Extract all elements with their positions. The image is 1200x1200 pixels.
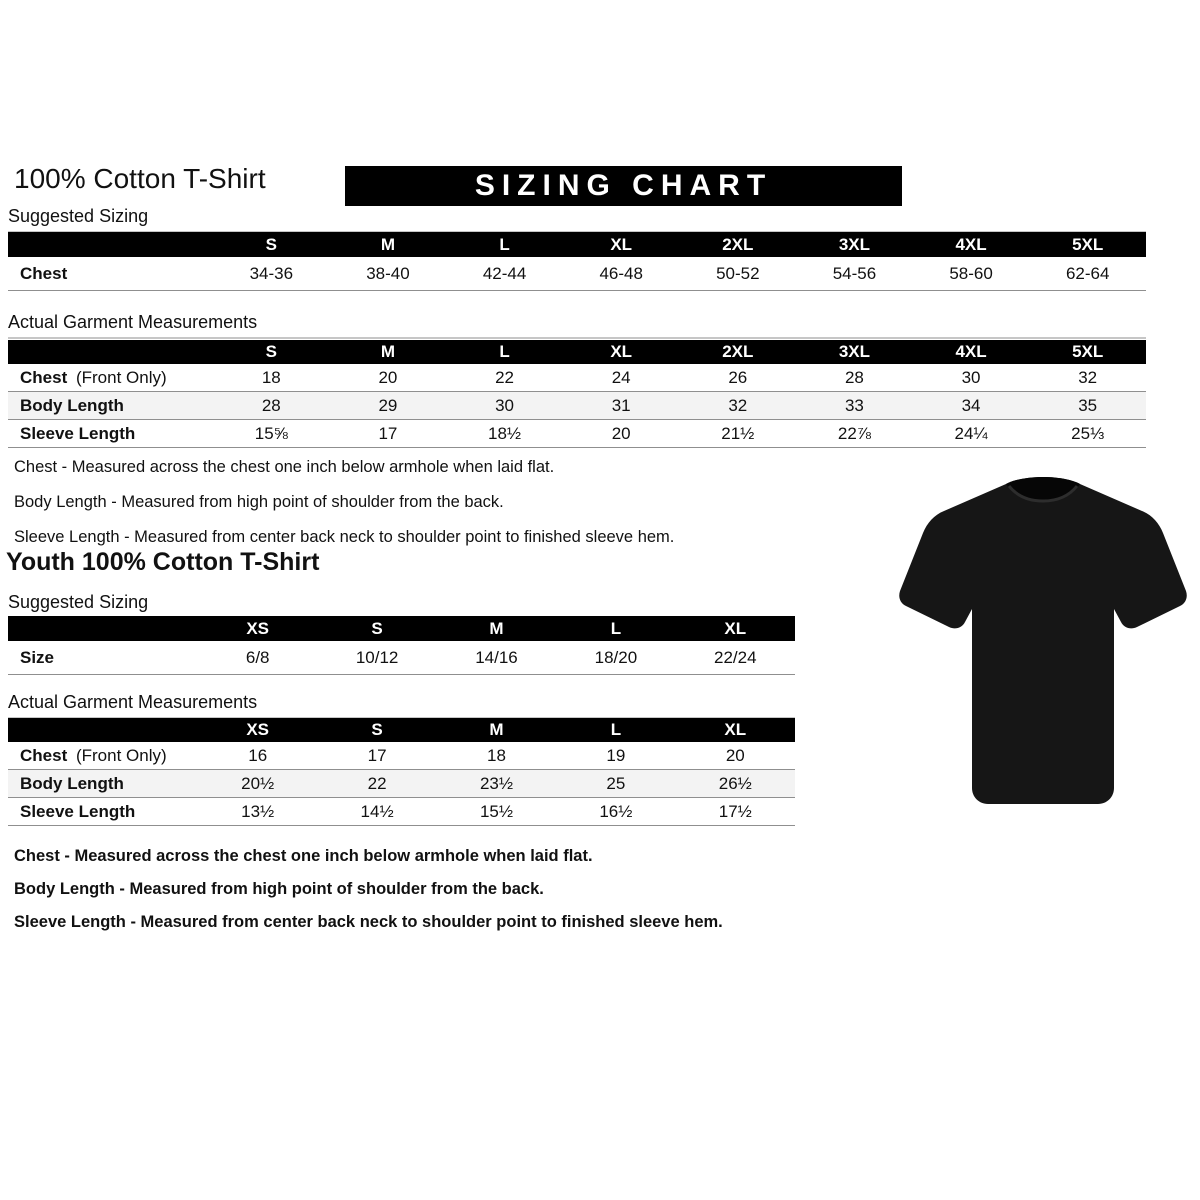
adult-measurement-notes bbox=[14, 450, 674, 555]
cell-value: 26½ bbox=[718, 773, 752, 793]
sizing-chart-banner-label: SIZING CHART bbox=[474, 169, 773, 202]
youth-title: Youth 100% Cotton T-Shirt bbox=[6, 548, 320, 576]
cell-value: 42-44 bbox=[482, 263, 527, 283]
table-row-body-length bbox=[8, 392, 1146, 420]
col-header-l: L bbox=[610, 720, 622, 739]
cell-value: 15⅝ bbox=[254, 423, 288, 443]
cell-value: 16½ bbox=[599, 801, 633, 821]
cell-value: 13½ bbox=[241, 801, 275, 821]
col-header-l: L bbox=[499, 342, 510, 361]
row-label-text: Chest bbox=[20, 745, 68, 765]
adult-title: 100% Cotton T-Shirt bbox=[14, 163, 266, 194]
row-label bbox=[8, 264, 213, 284]
cell-value: 54-56 bbox=[832, 263, 877, 283]
col-header-xl: XL bbox=[610, 342, 633, 361]
col-header-m: M bbox=[380, 234, 396, 254]
cell-value: 46-48 bbox=[599, 263, 643, 283]
table-row-size bbox=[8, 641, 795, 675]
cell-value: 22 bbox=[367, 773, 387, 793]
col-header-m: M bbox=[380, 342, 396, 361]
youth-suggested-heading: Suggested Sizing bbox=[8, 592, 795, 619]
col-header-xs: XS bbox=[246, 720, 270, 739]
cell-value: 29 bbox=[378, 395, 398, 415]
cell-value: 23½ bbox=[479, 773, 514, 793]
col-header-xl: XL bbox=[724, 618, 747, 638]
col-header-m: M bbox=[489, 618, 504, 638]
cell-value: 18½ bbox=[488, 423, 522, 443]
col-header-s: S bbox=[265, 342, 277, 361]
row-label-text: Size bbox=[20, 647, 55, 667]
cell-value: 17 bbox=[378, 423, 398, 443]
col-header-5xl: 5XL bbox=[1072, 234, 1104, 254]
col-header-m: M bbox=[489, 720, 504, 739]
col-header-3xl: 3XL bbox=[838, 342, 871, 361]
table-row-sleeve-length bbox=[8, 420, 1146, 448]
youth-actual-table bbox=[8, 718, 795, 826]
col-header-2xl: 2XL bbox=[722, 234, 754, 254]
table-row-chest bbox=[8, 742, 795, 770]
row-label bbox=[8, 368, 213, 388]
cell-value: 16 bbox=[248, 745, 268, 765]
cell-value: 20 bbox=[378, 367, 398, 387]
cell-value: 50-52 bbox=[716, 263, 760, 283]
cell-value: 28 bbox=[844, 367, 864, 387]
cell-value: 20 bbox=[611, 423, 631, 443]
youth-actual-heading: Actual Garment Measurements bbox=[8, 692, 795, 719]
cell-value: 26 bbox=[728, 367, 748, 387]
cell-value: 24 bbox=[611, 367, 631, 387]
cell-value: 17½ bbox=[718, 801, 752, 821]
youth-measurement-notes bbox=[14, 840, 723, 939]
row-label-text: Body Length bbox=[20, 773, 124, 793]
cell-value: 14/16 bbox=[475, 647, 518, 667]
adult-actual-header-row bbox=[8, 340, 1146, 364]
col-header-3xl: 3XL bbox=[838, 234, 871, 254]
col-header-4xl: 4XL bbox=[955, 234, 987, 254]
row-label-text: Body Length bbox=[20, 395, 124, 415]
row-label bbox=[8, 396, 213, 416]
col-header-s: S bbox=[371, 720, 383, 739]
cell-value: 31 bbox=[611, 395, 631, 415]
col-header-l: L bbox=[610, 618, 622, 638]
table-row-chest bbox=[8, 257, 1146, 291]
cell-value: 22 bbox=[495, 367, 515, 387]
row-label bbox=[8, 802, 198, 822]
row-label-text: Sleeve Length bbox=[20, 423, 136, 443]
sizing-chart-banner bbox=[345, 166, 902, 206]
col-header-l: L bbox=[499, 234, 510, 254]
tshirt-image bbox=[893, 470, 1193, 815]
cell-value: 58-60 bbox=[949, 263, 993, 283]
col-header-4xl: 4XL bbox=[955, 342, 987, 361]
cell-value: 33 bbox=[844, 395, 864, 415]
cell-value: 62-64 bbox=[1065, 263, 1110, 283]
black-tshirt-graphic bbox=[893, 470, 1193, 815]
cell-value: 20 bbox=[725, 745, 745, 765]
cell-value: 10/12 bbox=[355, 647, 399, 667]
row-label bbox=[8, 424, 213, 444]
cell-value: 19 bbox=[606, 745, 626, 765]
table-row-body-length bbox=[8, 770, 795, 798]
cell-value: 35 bbox=[1078, 395, 1098, 415]
cell-value: 34-36 bbox=[249, 263, 294, 283]
cell-value: 34 bbox=[961, 395, 981, 415]
cell-value: 22⅞ bbox=[837, 423, 871, 443]
adult-actual-heading: Actual Garment Measurements bbox=[8, 312, 1146, 339]
cell-value: 15½ bbox=[479, 801, 514, 821]
cell-value: 32 bbox=[1078, 367, 1098, 387]
youth-suggested-header-row bbox=[8, 616, 795, 641]
cell-value: 32 bbox=[728, 395, 748, 415]
row-label-suffix: (Front Only) bbox=[75, 367, 167, 387]
row-label bbox=[8, 648, 198, 668]
row-label-text: Sleeve Length bbox=[20, 801, 136, 821]
note-chest: Chest - Measured across the chest one inch below armhole when laid flat. bbox=[14, 847, 593, 865]
table-row-sleeve-length bbox=[8, 798, 795, 826]
row-label-text: Chest bbox=[20, 263, 68, 283]
col-header-xs: XS bbox=[246, 618, 270, 638]
cell-value: 38-40 bbox=[366, 263, 410, 283]
cell-value: 14½ bbox=[360, 801, 394, 821]
cell-value: 21½ bbox=[721, 423, 755, 443]
cell-value: 24¼ bbox=[954, 423, 988, 443]
row-label bbox=[8, 774, 198, 794]
col-header-2xl: 2XL bbox=[722, 342, 754, 361]
cell-value: 6/8 bbox=[245, 647, 270, 667]
adult-actual-table bbox=[8, 340, 1146, 448]
cell-value: 25⅓ bbox=[1071, 423, 1105, 443]
cell-value: 18 bbox=[261, 367, 281, 387]
note-body-length: Body Length - Measured from high point of shoulder from the back. bbox=[14, 493, 504, 511]
youth-suggested-table bbox=[8, 616, 795, 675]
note-chest: Chest - Measured across the chest one inch below armhole when laid flat. bbox=[14, 458, 555, 476]
cell-value: 22/24 bbox=[714, 647, 757, 667]
cell-value: 25 bbox=[606, 773, 626, 793]
cell-value: 18/20 bbox=[594, 647, 638, 667]
note-sleeve-length: Sleeve Length - Measured from center back neck to shoulder point to finished sleeve hem. bbox=[14, 913, 723, 931]
note-body-length: Body Length - Measured from high point of shoulder from the back. bbox=[14, 880, 544, 898]
col-header-xl: XL bbox=[724, 720, 747, 739]
adult-suggested-heading: Suggested Sizing bbox=[8, 206, 1146, 233]
col-header-s: S bbox=[265, 234, 277, 254]
row-label-suffix: (Front Only) bbox=[75, 745, 167, 765]
col-header-s: S bbox=[371, 618, 383, 638]
cell-value: 18 bbox=[487, 745, 506, 765]
col-header-xl: XL bbox=[610, 234, 633, 254]
table-row-chest bbox=[8, 364, 1146, 392]
cell-value: 30 bbox=[961, 367, 981, 387]
row-label-text: Chest bbox=[20, 367, 68, 387]
adult-suggested-table bbox=[8, 232, 1146, 291]
tshirt-body bbox=[899, 477, 1187, 804]
col-header-5xl: 5XL bbox=[1072, 342, 1104, 361]
cell-value: 30 bbox=[495, 395, 515, 415]
youth-actual-header-row bbox=[8, 718, 795, 742]
adult-suggested-header-row bbox=[8, 232, 1146, 257]
note-sleeve-length: Sleeve Length - Measured from center back neck to shoulder point to finished sleeve hem. bbox=[14, 528, 675, 546]
row-label bbox=[8, 746, 198, 766]
cell-value: 17 bbox=[367, 745, 387, 765]
cell-value: 20½ bbox=[241, 773, 275, 793]
cell-value: 28 bbox=[261, 395, 281, 415]
